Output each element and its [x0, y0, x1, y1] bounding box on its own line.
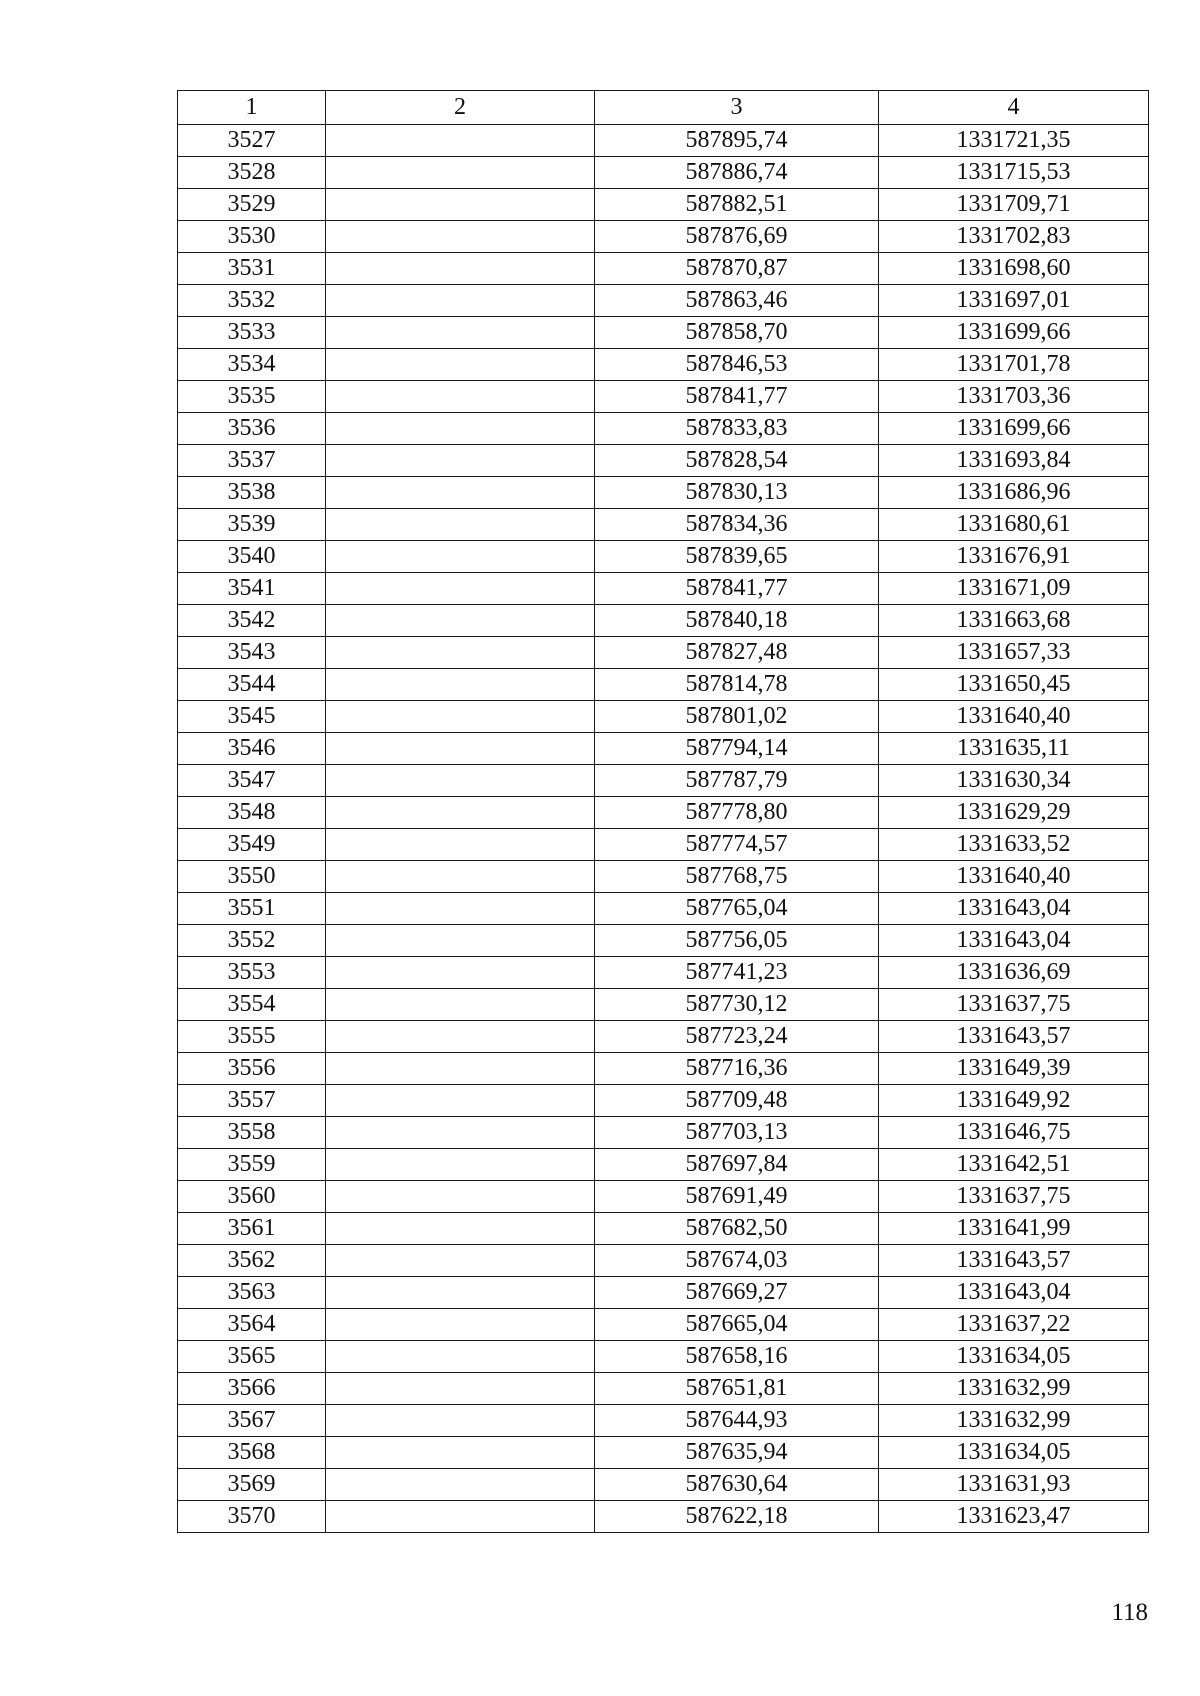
- point-number-cell: 3566: [178, 1373, 326, 1405]
- table-row: [178, 1437, 1149, 1469]
- y-coordinate-cell: 1331640,40: [879, 701, 1149, 733]
- point-number-cell: 3542: [178, 605, 326, 637]
- point-number-cell: 3552: [178, 925, 326, 957]
- y-coordinate-cell: 1331632,99: [879, 1373, 1149, 1405]
- empty-cell: [326, 189, 595, 221]
- table-row: [178, 1501, 1149, 1533]
- point-number-cell: 3549: [178, 829, 326, 861]
- y-coordinate-cell: 1331641,99: [879, 1213, 1149, 1245]
- x-coordinate-cell: 587697,84: [595, 1149, 879, 1181]
- point-number-cell: 3553: [178, 957, 326, 989]
- empty-cell: [326, 733, 595, 765]
- point-number-cell: 3531: [178, 253, 326, 285]
- y-coordinate-cell: 1331686,96: [879, 477, 1149, 509]
- y-coordinate-cell: 1331637,75: [879, 989, 1149, 1021]
- table-row: [178, 509, 1149, 541]
- y-coordinate-cell: 1331643,04: [879, 925, 1149, 957]
- point-number-cell: 3527: [178, 125, 326, 157]
- x-coordinate-cell: 587863,46: [595, 285, 879, 317]
- y-coordinate-cell: 1331703,36: [879, 381, 1149, 413]
- x-coordinate-cell: 587833,83: [595, 413, 879, 445]
- table-body: [178, 125, 1149, 1533]
- empty-cell: [326, 413, 595, 445]
- x-coordinate-cell: 587841,77: [595, 381, 879, 413]
- y-coordinate-cell: 1331633,52: [879, 829, 1149, 861]
- table-row: [178, 989, 1149, 1021]
- table-row: [178, 797, 1149, 829]
- table-row: [178, 1245, 1149, 1277]
- empty-cell: [326, 125, 595, 157]
- x-coordinate-cell: 587651,81: [595, 1373, 879, 1405]
- empty-cell: [326, 1437, 595, 1469]
- empty-cell: [326, 1245, 595, 1277]
- y-coordinate-cell: 1331721,35: [879, 125, 1149, 157]
- table-row: [178, 541, 1149, 573]
- table-row: [178, 317, 1149, 349]
- point-number-cell: 3559: [178, 1149, 326, 1181]
- x-coordinate-cell: 587716,36: [595, 1053, 879, 1085]
- table-row: [178, 701, 1149, 733]
- table-row: [178, 1213, 1149, 1245]
- x-coordinate-cell: 587658,16: [595, 1341, 879, 1373]
- empty-cell: [326, 1373, 595, 1405]
- y-coordinate-cell: 1331637,22: [879, 1309, 1149, 1341]
- point-number-cell: 3534: [178, 349, 326, 381]
- point-number-cell: 3538: [178, 477, 326, 509]
- table-row: [178, 957, 1149, 989]
- y-coordinate-cell: 1331699,66: [879, 317, 1149, 349]
- table-row: [178, 349, 1149, 381]
- y-coordinate-cell: 1331702,83: [879, 221, 1149, 253]
- x-coordinate-cell: 587858,70: [595, 317, 879, 349]
- table-row: [178, 605, 1149, 637]
- empty-cell: [326, 797, 595, 829]
- y-coordinate-cell: 1331649,92: [879, 1085, 1149, 1117]
- y-coordinate-cell: 1331657,33: [879, 637, 1149, 669]
- table-row: [178, 157, 1149, 189]
- empty-cell: [326, 573, 595, 605]
- empty-cell: [326, 1021, 595, 1053]
- empty-cell: [326, 957, 595, 989]
- empty-cell: [326, 765, 595, 797]
- point-number-cell: 3563: [178, 1277, 326, 1309]
- x-coordinate-cell: 587801,02: [595, 701, 879, 733]
- point-number-cell: 3548: [178, 797, 326, 829]
- point-number-cell: 3536: [178, 413, 326, 445]
- point-number-cell: 3543: [178, 637, 326, 669]
- empty-cell: [326, 1213, 595, 1245]
- y-coordinate-cell: 1331643,04: [879, 1277, 1149, 1309]
- y-coordinate-cell: 1331632,99: [879, 1405, 1149, 1437]
- point-number-cell: 3532: [178, 285, 326, 317]
- empty-cell: [326, 253, 595, 285]
- table-row: [178, 1085, 1149, 1117]
- table-row: [178, 285, 1149, 317]
- x-coordinate-cell: 587895,74: [595, 125, 879, 157]
- table-row: [178, 253, 1149, 285]
- point-number-cell: 3533: [178, 317, 326, 349]
- table-row: [178, 381, 1149, 413]
- point-number-cell: 3558: [178, 1117, 326, 1149]
- table-row: [178, 1373, 1149, 1405]
- y-coordinate-cell: 1331636,69: [879, 957, 1149, 989]
- table-row: [178, 893, 1149, 925]
- point-number-cell: 3567: [178, 1405, 326, 1437]
- table-row: [178, 669, 1149, 701]
- empty-cell: [326, 381, 595, 413]
- x-coordinate-cell: 587794,14: [595, 733, 879, 765]
- y-coordinate-cell: 1331630,34: [879, 765, 1149, 797]
- table-row: [178, 125, 1149, 157]
- x-coordinate-cell: 587691,49: [595, 1181, 879, 1213]
- y-coordinate-cell: 1331646,75: [879, 1117, 1149, 1149]
- y-coordinate-cell: 1331693,84: [879, 445, 1149, 477]
- empty-cell: [326, 317, 595, 349]
- column-header-3: 3: [595, 91, 879, 125]
- empty-cell: [326, 349, 595, 381]
- x-coordinate-cell: 587674,03: [595, 1245, 879, 1277]
- empty-cell: [326, 157, 595, 189]
- empty-cell: [326, 1469, 595, 1501]
- y-coordinate-cell: 1331629,29: [879, 797, 1149, 829]
- x-coordinate-cell: 587665,04: [595, 1309, 879, 1341]
- point-number-cell: 3551: [178, 893, 326, 925]
- point-number-cell: 3564: [178, 1309, 326, 1341]
- point-number-cell: 3568: [178, 1437, 326, 1469]
- x-coordinate-cell: 587840,18: [595, 605, 879, 637]
- table-row: [178, 221, 1149, 253]
- y-coordinate-cell: 1331663,68: [879, 605, 1149, 637]
- empty-cell: [326, 445, 595, 477]
- table-row: [178, 925, 1149, 957]
- table-row: [178, 445, 1149, 477]
- x-coordinate-cell: 587765,04: [595, 893, 879, 925]
- x-coordinate-cell: 587682,50: [595, 1213, 879, 1245]
- x-coordinate-cell: 587830,13: [595, 477, 879, 509]
- empty-cell: [326, 669, 595, 701]
- point-number-cell: 3562: [178, 1245, 326, 1277]
- empty-cell: [326, 1181, 595, 1213]
- table-row: [178, 1117, 1149, 1149]
- table-header: [178, 91, 1149, 125]
- x-coordinate-cell: 587622,18: [595, 1501, 879, 1533]
- y-coordinate-cell: 1331649,39: [879, 1053, 1149, 1085]
- y-coordinate-cell: 1331640,40: [879, 861, 1149, 893]
- point-number-cell: 3545: [178, 701, 326, 733]
- x-coordinate-cell: 587669,27: [595, 1277, 879, 1309]
- table-row: [178, 573, 1149, 605]
- y-coordinate-cell: 1331634,05: [879, 1437, 1149, 1469]
- y-coordinate-cell: 1331635,11: [879, 733, 1149, 765]
- point-number-cell: 3557: [178, 1085, 326, 1117]
- y-coordinate-cell: 1331643,57: [879, 1245, 1149, 1277]
- table-row: [178, 1181, 1149, 1213]
- empty-cell: [326, 989, 595, 1021]
- point-number-cell: 3535: [178, 381, 326, 413]
- table-row: [178, 1149, 1149, 1181]
- y-coordinate-cell: 1331709,71: [879, 189, 1149, 221]
- empty-cell: [326, 637, 595, 669]
- x-coordinate-cell: 587841,77: [595, 573, 879, 605]
- x-coordinate-cell: 587876,69: [595, 221, 879, 253]
- table-row: [178, 733, 1149, 765]
- table-row: [178, 477, 1149, 509]
- y-coordinate-cell: 1331698,60: [879, 253, 1149, 285]
- table-row: [178, 1341, 1149, 1373]
- empty-cell: [326, 1053, 595, 1085]
- point-number-cell: 3554: [178, 989, 326, 1021]
- point-number-cell: 3547: [178, 765, 326, 797]
- empty-cell: [326, 605, 595, 637]
- y-coordinate-cell: 1331643,57: [879, 1021, 1149, 1053]
- y-coordinate-cell: 1331699,66: [879, 413, 1149, 445]
- x-coordinate-cell: 587839,65: [595, 541, 879, 573]
- x-coordinate-cell: 587778,80: [595, 797, 879, 829]
- empty-cell: [326, 509, 595, 541]
- y-coordinate-cell: 1331701,78: [879, 349, 1149, 381]
- empty-cell: [326, 925, 595, 957]
- point-number-cell: 3556: [178, 1053, 326, 1085]
- y-coordinate-cell: 1331623,47: [879, 1501, 1149, 1533]
- empty-cell: [326, 1149, 595, 1181]
- table-row: [178, 829, 1149, 861]
- table-row: [178, 1309, 1149, 1341]
- point-number-cell: 3539: [178, 509, 326, 541]
- x-coordinate-cell: 587730,12: [595, 989, 879, 1021]
- y-coordinate-cell: 1331671,09: [879, 573, 1149, 605]
- point-number-cell: 3569: [178, 1469, 326, 1501]
- x-coordinate-cell: 587644,93: [595, 1405, 879, 1437]
- x-coordinate-cell: 587787,79: [595, 765, 879, 797]
- column-header-4: 4: [879, 91, 1149, 125]
- empty-cell: [326, 285, 595, 317]
- point-number-cell: 3544: [178, 669, 326, 701]
- table-row: [178, 189, 1149, 221]
- empty-cell: [326, 701, 595, 733]
- table-row: [178, 1021, 1149, 1053]
- point-number-cell: 3565: [178, 1341, 326, 1373]
- table-row: [178, 1053, 1149, 1085]
- point-number-cell: 3530: [178, 221, 326, 253]
- x-coordinate-cell: 587846,53: [595, 349, 879, 381]
- point-number-cell: 3529: [178, 189, 326, 221]
- x-coordinate-cell: 587709,48: [595, 1085, 879, 1117]
- empty-cell: [326, 893, 595, 925]
- column-header-1: 1: [178, 91, 326, 125]
- x-coordinate-cell: 587827,48: [595, 637, 879, 669]
- y-coordinate-cell: 1331697,01: [879, 285, 1149, 317]
- empty-cell: [326, 1501, 595, 1533]
- point-number-cell: 3550: [178, 861, 326, 893]
- empty-cell: [326, 477, 595, 509]
- y-coordinate-cell: 1331676,91: [879, 541, 1149, 573]
- empty-cell: [326, 1277, 595, 1309]
- y-coordinate-cell: 1331637,75: [879, 1181, 1149, 1213]
- x-coordinate-cell: 587756,05: [595, 925, 879, 957]
- x-coordinate-cell: 587703,13: [595, 1117, 879, 1149]
- y-coordinate-cell: 1331634,05: [879, 1341, 1149, 1373]
- empty-cell: [326, 829, 595, 861]
- x-coordinate-cell: 587828,54: [595, 445, 879, 477]
- x-coordinate-cell: 587741,23: [595, 957, 879, 989]
- x-coordinate-cell: 587886,74: [595, 157, 879, 189]
- point-number-cell: 3560: [178, 1181, 326, 1213]
- y-coordinate-cell: 1331650,45: [879, 669, 1149, 701]
- point-number-cell: 3537: [178, 445, 326, 477]
- table-row: [178, 1277, 1149, 1309]
- x-coordinate-cell: 587630,64: [595, 1469, 879, 1501]
- empty-cell: [326, 1341, 595, 1373]
- empty-cell: [326, 1117, 595, 1149]
- table-row: [178, 1469, 1149, 1501]
- table-row: [178, 413, 1149, 445]
- x-coordinate-cell: 587635,94: [595, 1437, 879, 1469]
- empty-cell: [326, 1309, 595, 1341]
- point-number-cell: 3528: [178, 157, 326, 189]
- table-row: [178, 637, 1149, 669]
- table-row: [178, 1405, 1149, 1437]
- page-number: 118: [1111, 1599, 1148, 1626]
- point-number-cell: 3540: [178, 541, 326, 573]
- x-coordinate-cell: 587768,75: [595, 861, 879, 893]
- y-coordinate-cell: 1331643,04: [879, 893, 1149, 925]
- empty-cell: [326, 221, 595, 253]
- header-row: [178, 91, 1149, 125]
- y-coordinate-cell: 1331631,93: [879, 1469, 1149, 1501]
- point-number-cell: 3561: [178, 1213, 326, 1245]
- table-row: [178, 861, 1149, 893]
- table-row: [178, 765, 1149, 797]
- point-number-cell: 3546: [178, 733, 326, 765]
- point-number-cell: 3541: [178, 573, 326, 605]
- column-header-2: 2: [326, 91, 595, 125]
- y-coordinate-cell: 1331680,61: [879, 509, 1149, 541]
- empty-cell: [326, 861, 595, 893]
- y-coordinate-cell: 1331642,51: [879, 1149, 1149, 1181]
- x-coordinate-cell: 587814,78: [595, 669, 879, 701]
- x-coordinate-cell: 587723,24: [595, 1021, 879, 1053]
- point-number-cell: 3570: [178, 1501, 326, 1533]
- coordinates-table: [177, 90, 1149, 1533]
- point-number-cell: 3555: [178, 1021, 326, 1053]
- x-coordinate-cell: 587882,51: [595, 189, 879, 221]
- x-coordinate-cell: 587834,36: [595, 509, 879, 541]
- y-coordinate-cell: 1331715,53: [879, 157, 1149, 189]
- x-coordinate-cell: 587774,57: [595, 829, 879, 861]
- empty-cell: [326, 1405, 595, 1437]
- empty-cell: [326, 541, 595, 573]
- x-coordinate-cell: 587870,87: [595, 253, 879, 285]
- empty-cell: [326, 1085, 595, 1117]
